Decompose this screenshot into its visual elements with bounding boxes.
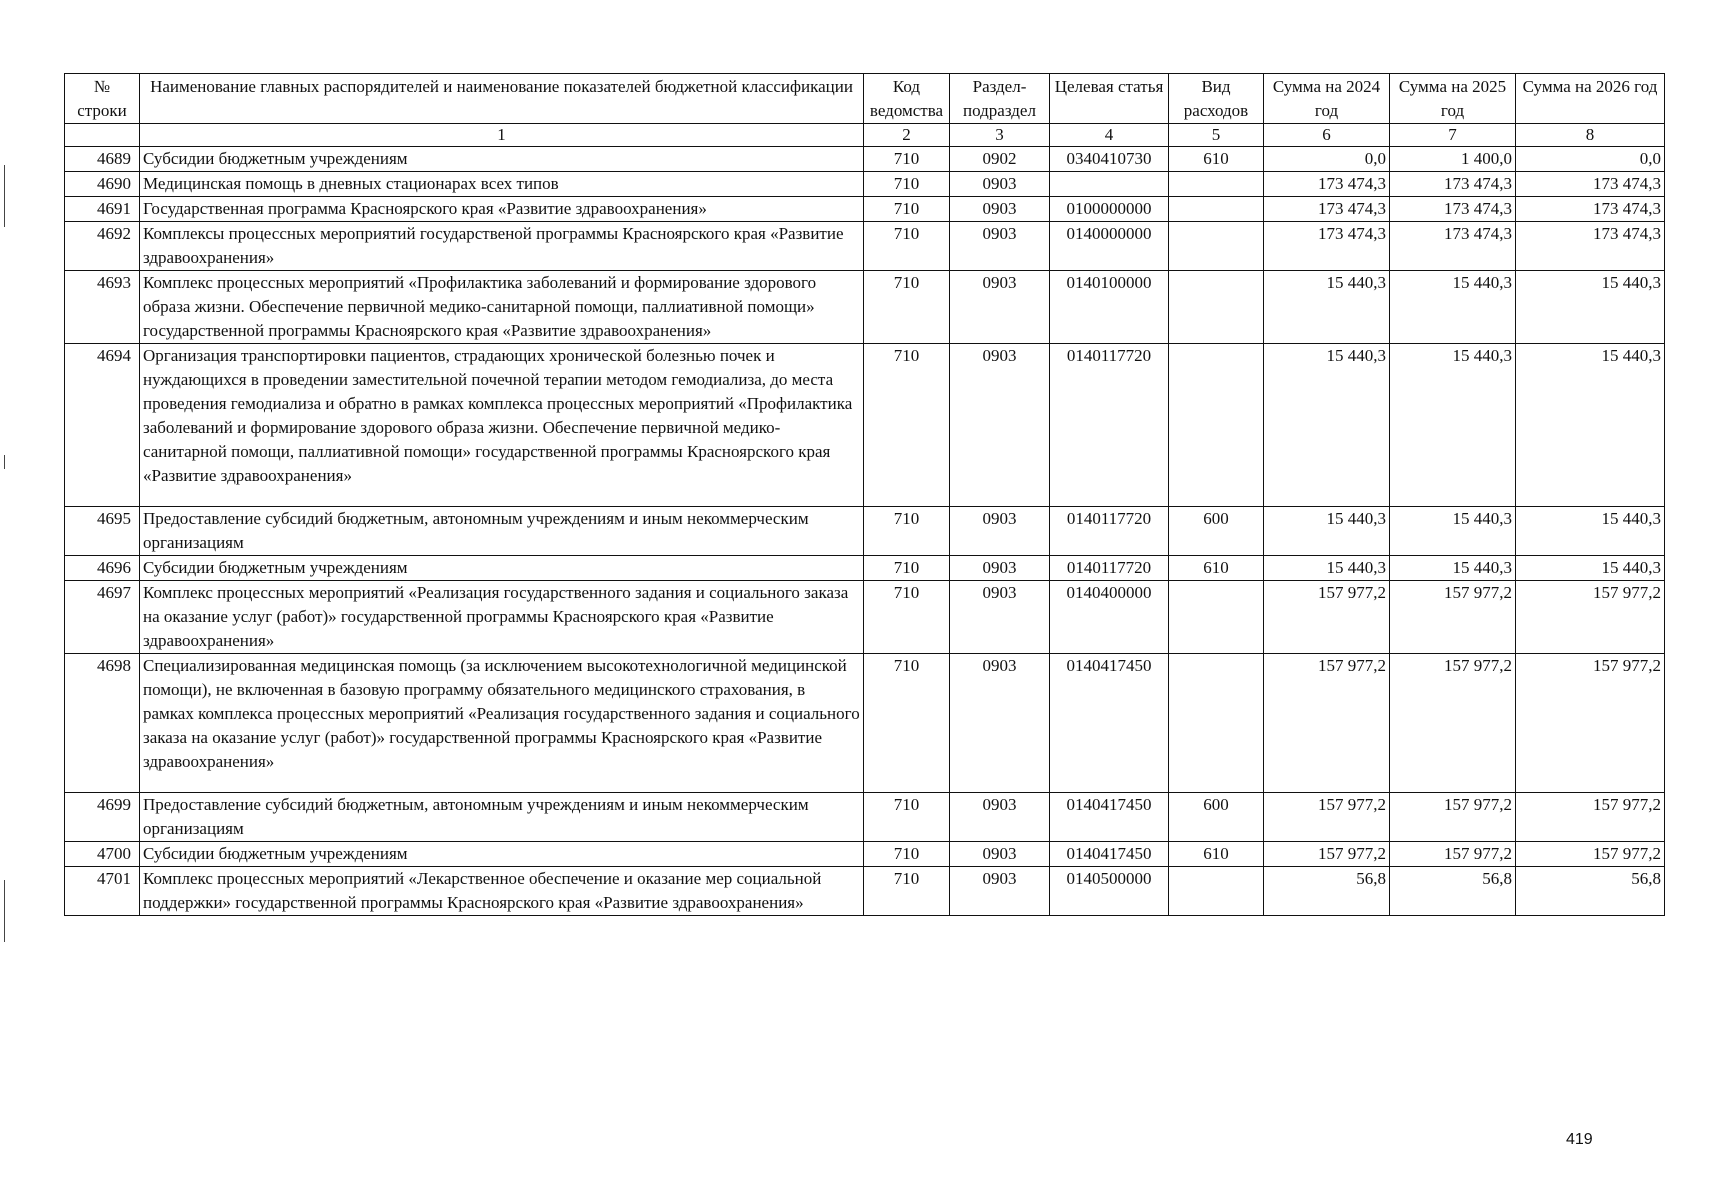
sum-2024: 173 474,3 <box>1264 172 1390 197</box>
sum-2026: 157 977,2 <box>1516 793 1665 842</box>
row-number: 4695 <box>65 507 140 556</box>
row-name: Медицинская помощь в дневных стационарах всех типов <box>140 172 864 197</box>
sum-2024: 157 977,2 <box>1264 793 1390 842</box>
expense-type <box>1169 654 1264 793</box>
column-number: 8 <box>1516 124 1665 147</box>
dept-code: 710 <box>864 197 950 222</box>
sum-2026: 157 977,2 <box>1516 654 1665 793</box>
expense-type: 600 <box>1169 793 1264 842</box>
dept-code: 710 <box>864 222 950 271</box>
row-name: Субсидии бюджетным учреждениям <box>140 556 864 581</box>
header-sum-2025: Сумма на 2025 год <box>1390 74 1516 124</box>
row-number: 4694 <box>65 344 140 507</box>
sum-2024: 15 440,3 <box>1264 271 1390 344</box>
sum-2024: 15 440,3 <box>1264 556 1390 581</box>
row-number: 4697 <box>65 581 140 654</box>
section-code: 0903 <box>950 842 1050 867</box>
row-number: 4700 <box>65 842 140 867</box>
header-target-article: Целевая статья <box>1050 74 1169 124</box>
section-code: 0903 <box>950 197 1050 222</box>
expense-type <box>1169 581 1264 654</box>
sum-2024: 0,0 <box>1264 147 1390 172</box>
sum-2026: 56,8 <box>1516 867 1665 916</box>
target-article <box>1050 172 1169 197</box>
table-row <box>65 172 1665 197</box>
row-name: Государственная программа Красноярского края «Развитие здравоохранения» <box>140 197 864 222</box>
dept-code: 710 <box>864 793 950 842</box>
sum-2026: 157 977,2 <box>1516 842 1665 867</box>
row-number: 4696 <box>65 556 140 581</box>
sum-2024: 15 440,3 <box>1264 507 1390 556</box>
header-sum-2026: Сумма на 2026 год <box>1516 74 1665 124</box>
column-number: 4 <box>1050 124 1169 147</box>
sum-2024: 56,8 <box>1264 867 1390 916</box>
sum-2025: 15 440,3 <box>1390 344 1516 507</box>
row-number: 4689 <box>65 147 140 172</box>
row-name: Комплекс процессных мероприятий «Реализация государственного задания и социального заказа на оказание услуг (работ)» государственной программы Красноярского края «Развитие здравоохранения» <box>140 581 864 654</box>
sum-2024: 157 977,2 <box>1264 654 1390 793</box>
sum-2025: 1 400,0 <box>1390 147 1516 172</box>
expense-type: 610 <box>1169 556 1264 581</box>
row-name: Комплекс процессных мероприятий «Профилактика заболеваний и формирование здорового образа жизни. Обеспечение первичной медико-санитарной помощи, паллиативной помощи» государственной программы Красноярского края «Развитие здравоохранения» <box>140 271 864 344</box>
target-article: 0140000000 <box>1050 222 1169 271</box>
table-row <box>65 654 1665 793</box>
sum-2025: 56,8 <box>1390 867 1516 916</box>
column-number: 2 <box>864 124 950 147</box>
column-number: 7 <box>1390 124 1516 147</box>
sum-2026: 15 440,3 <box>1516 507 1665 556</box>
section-code: 0903 <box>950 581 1050 654</box>
section-code: 0902 <box>950 147 1050 172</box>
header-expense-type: Вид расходов <box>1169 74 1264 124</box>
sum-2025: 173 474,3 <box>1390 172 1516 197</box>
expense-type: 610 <box>1169 842 1264 867</box>
expense-type: 610 <box>1169 147 1264 172</box>
column-number: 6 <box>1264 124 1390 147</box>
row-number: 4701 <box>65 867 140 916</box>
table-body <box>65 147 1665 916</box>
sum-2024: 157 977,2 <box>1264 842 1390 867</box>
dept-code: 710 <box>864 654 950 793</box>
sum-2025: 15 440,3 <box>1390 556 1516 581</box>
header-section: Раздел-подраздел <box>950 74 1050 124</box>
dept-code: 710 <box>864 172 950 197</box>
section-code: 0903 <box>950 654 1050 793</box>
sum-2025: 173 474,3 <box>1390 222 1516 271</box>
table-row <box>65 271 1665 344</box>
row-number: 4698 <box>65 654 140 793</box>
target-article: 0140117720 <box>1050 556 1169 581</box>
expense-type <box>1169 222 1264 271</box>
target-article: 0100000000 <box>1050 197 1169 222</box>
section-code: 0903 <box>950 507 1050 556</box>
row-name: Организация транспортировки пациентов, страдающих хронической болезнью почек и нуждающихся в проведении заместительной почечной терапии методом гемодиализа, до места проведения гемодиализа и обратно в рамках комплекса процессных мероприятий «Профилактика заболеваний и формирование здорового образа жизни. Обеспечение первичной медико-санитарной помощи, паллиативной помощи» государственной программы Красноярского края «Развитие здравоохранения» <box>140 344 864 507</box>
table-row <box>65 793 1665 842</box>
dept-code: 710 <box>864 581 950 654</box>
sum-2024: 173 474,3 <box>1264 222 1390 271</box>
dept-code: 710 <box>864 842 950 867</box>
sum-2026: 173 474,3 <box>1516 222 1665 271</box>
row-number: 4690 <box>65 172 140 197</box>
target-article: 0140417450 <box>1050 793 1169 842</box>
row-name: Предоставление субсидий бюджетным, автономным учреждениям и иным некоммерческим организациям <box>140 793 864 842</box>
target-article: 0140500000 <box>1050 867 1169 916</box>
column-number: 1 <box>140 124 864 147</box>
table-row <box>65 197 1665 222</box>
header-name: Наименование главных распорядителей и наименование показателей бюджетной классификации <box>140 74 864 124</box>
sum-2025: 157 977,2 <box>1390 842 1516 867</box>
target-article: 0140417450 <box>1050 654 1169 793</box>
budget-table <box>64 73 1665 916</box>
table-row <box>65 344 1665 507</box>
section-code: 0903 <box>950 793 1050 842</box>
row-number: 4691 <box>65 197 140 222</box>
column-number-row <box>65 124 1665 147</box>
header-sum-2024: Сумма на 2024 год <box>1264 74 1390 124</box>
expense-type <box>1169 197 1264 222</box>
target-article: 0140117720 <box>1050 344 1169 507</box>
margin-mark <box>4 455 5 469</box>
sum-2025: 157 977,2 <box>1390 654 1516 793</box>
target-article: 0140400000 <box>1050 581 1169 654</box>
section-code: 0903 <box>950 344 1050 507</box>
sum-2026: 173 474,3 <box>1516 172 1665 197</box>
column-number: 3 <box>950 124 1050 147</box>
header-row-no: № строки <box>65 74 140 124</box>
dept-code: 710 <box>864 147 950 172</box>
row-name: Субсидии бюджетным учреждениям <box>140 147 864 172</box>
expense-type <box>1169 172 1264 197</box>
row-number: 4693 <box>65 271 140 344</box>
expense-type <box>1169 867 1264 916</box>
dept-code: 710 <box>864 556 950 581</box>
table-row <box>65 556 1665 581</box>
table-row <box>65 147 1665 172</box>
row-name: Специализированная медицинская помощь (за исключением высокотехнологичной медицинской помощи), не включенная в базовую программу обязательного медицинского страхования, в рамках комплекса процессных мероприятий «Реализация государственного задания и социального заказа на оказание услуг (работ)» государственной программы Красноярского края «Развитие здравоохранения» <box>140 654 864 793</box>
sum-2026: 0,0 <box>1516 147 1665 172</box>
sum-2026: 15 440,3 <box>1516 344 1665 507</box>
column-number: 5 <box>1169 124 1264 147</box>
section-code: 0903 <box>950 271 1050 344</box>
sum-2026: 15 440,3 <box>1516 271 1665 344</box>
sum-2024: 173 474,3 <box>1264 197 1390 222</box>
sum-2025: 15 440,3 <box>1390 271 1516 344</box>
row-name: Предоставление субсидий бюджетным, автономным учреждениям и иным некоммерческим организациям <box>140 507 864 556</box>
page-number: 419 <box>1566 1131 1593 1148</box>
sum-2026: 173 474,3 <box>1516 197 1665 222</box>
row-name: Субсидии бюджетным учреждениям <box>140 842 864 867</box>
target-article: 0340410730 <box>1050 147 1169 172</box>
dept-code: 710 <box>864 271 950 344</box>
table-row <box>65 842 1665 867</box>
row-name: Комплексы процессных мероприятий государственой программы Красноярского края «Развитие здравоохранения» <box>140 222 864 271</box>
expense-type <box>1169 271 1264 344</box>
table-row <box>65 867 1665 916</box>
target-article: 0140117720 <box>1050 507 1169 556</box>
section-code: 0903 <box>950 222 1050 271</box>
header-dept-code: Код ведомства <box>864 74 950 124</box>
sum-2024: 15 440,3 <box>1264 344 1390 507</box>
expense-type <box>1169 344 1264 507</box>
target-article: 0140100000 <box>1050 271 1169 344</box>
column-number <box>65 124 140 147</box>
sum-2026: 157 977,2 <box>1516 581 1665 654</box>
table-row <box>65 222 1665 271</box>
section-code: 0903 <box>950 867 1050 916</box>
sum-2025: 157 977,2 <box>1390 793 1516 842</box>
sum-2026: 15 440,3 <box>1516 556 1665 581</box>
row-name: Комплекс процессных мероприятий «Лекарственное обеспечение и оказание мер социальной поддержки» государственной программы Красноярского края «Развитие здравоохранения» <box>140 867 864 916</box>
sum-2025: 15 440,3 <box>1390 507 1516 556</box>
sum-2025: 157 977,2 <box>1390 581 1516 654</box>
target-article: 0140417450 <box>1050 842 1169 867</box>
margin-mark <box>4 165 5 227</box>
sum-2025: 173 474,3 <box>1390 197 1516 222</box>
dept-code: 710 <box>864 507 950 556</box>
margin-mark <box>4 880 5 942</box>
expense-type: 600 <box>1169 507 1264 556</box>
table-header-row <box>65 74 1665 124</box>
dept-code: 710 <box>864 867 950 916</box>
section-code: 0903 <box>950 556 1050 581</box>
table-row <box>65 507 1665 556</box>
row-number: 4699 <box>65 793 140 842</box>
table-row <box>65 581 1665 654</box>
sum-2024: 157 977,2 <box>1264 581 1390 654</box>
dept-code: 710 <box>864 344 950 507</box>
section-code: 0903 <box>950 172 1050 197</box>
row-number: 4692 <box>65 222 140 271</box>
